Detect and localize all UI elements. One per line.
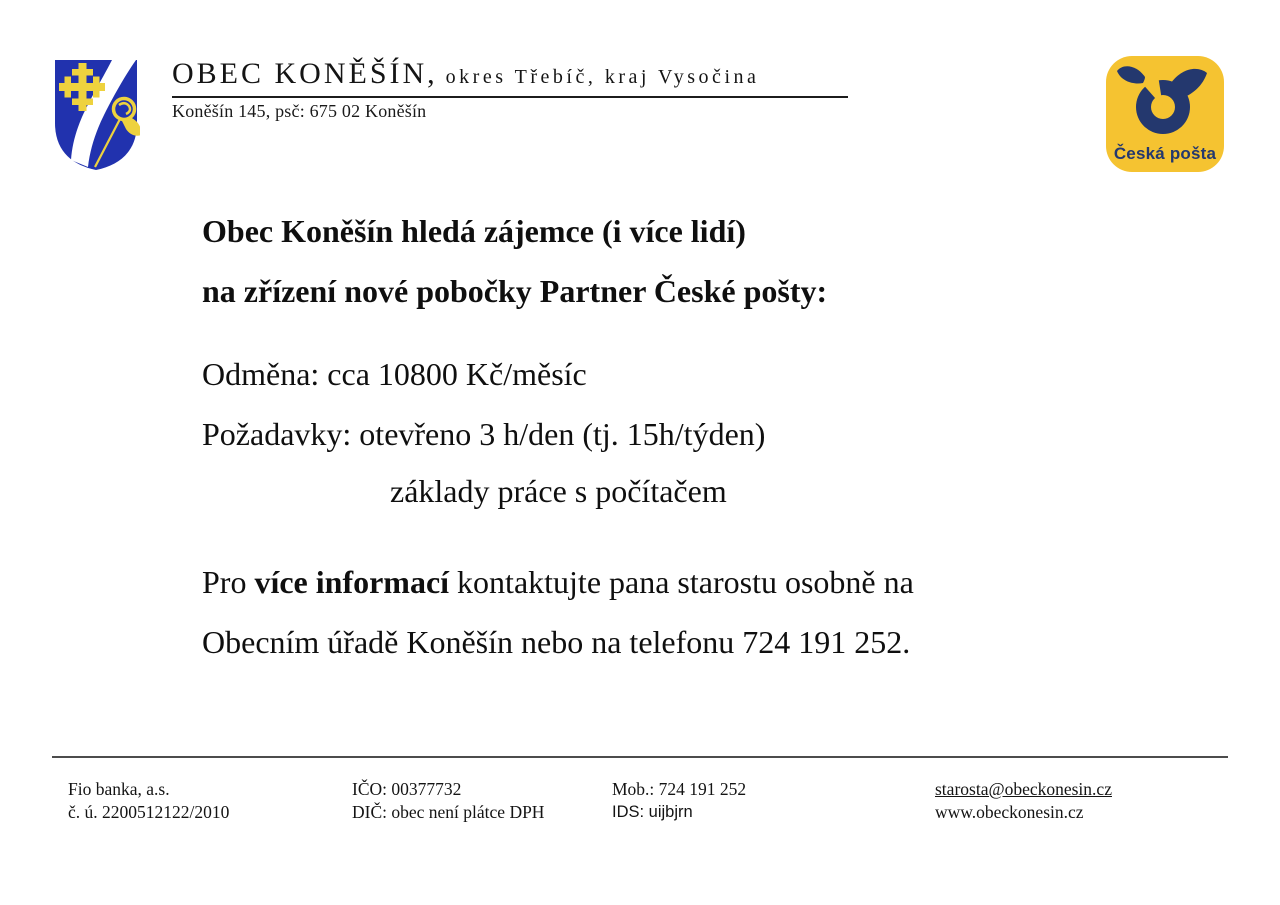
- announcement-heading-line2: na zřízení nové pobočky Partner České pošty:: [202, 273, 828, 309]
- contact-line1: [202, 563, 914, 601]
- requirements-line: Požadavky: otevřeno 3 h/den (tj. 15h/týden): [202, 416, 766, 452]
- footer-ids-databox: IDS: uijbjrn: [612, 803, 693, 821]
- footer-ico: IČO: 00377732: [352, 779, 462, 799]
- contact-line2: Obecním úřadě Koněšín nebo na telefonu 724 191 252.: [202, 624, 911, 660]
- footer-bank-name: Fio banka, a.s.: [68, 779, 170, 799]
- footer-registration-column: [352, 778, 544, 824]
- footer-email-link[interactable]: starosta@obeckonesin.cz: [935, 779, 1112, 799]
- org-address: Koněšín 145, psč: 675 02 Koněšín: [172, 101, 427, 121]
- contact-suffix: kontaktujte pana starostu osobně na: [449, 564, 914, 600]
- announcement-heading-line1: Obec Koněšín hledá zájemce (i více lidí): [202, 213, 746, 249]
- footer-bank-column: [68, 778, 229, 824]
- reward-line: Odměna: cca 10800 Kč/měsíc: [202, 356, 587, 392]
- logo-wordmark: [1114, 144, 1217, 163]
- footer-dic: DIČ: obec není plátce DPH: [352, 802, 545, 822]
- konesin-shield-graphic: [52, 57, 140, 173]
- svg-text:Česká pošta: Česká pošta: [1113, 144, 1217, 163]
- footer-divider: [52, 756, 1228, 758]
- coat-of-arms-icon: [52, 57, 140, 173]
- org-title-main: OBEC KONĚŠÍN,: [172, 57, 438, 90]
- org-title-region: okres Třebíč, kraj Vysočina: [445, 66, 760, 88]
- footer-bank-account: č. ú. 2200512122/2010: [68, 802, 230, 822]
- footer-mobile: Mob.: 724 191 252: [612, 779, 747, 799]
- footer-web-column: [935, 778, 1112, 824]
- contact-emphasis: více informací: [254, 564, 450, 600]
- ceska-posta-logo: [1105, 55, 1225, 173]
- contact-prefix: Pro: [202, 564, 255, 600]
- letterhead: [172, 57, 848, 122]
- org-title: [172, 57, 848, 98]
- requirements-line2: základy práce s počítačem: [390, 473, 727, 509]
- footer-contact-column: [612, 778, 746, 824]
- footer-website: www.obeckonesin.cz: [935, 802, 1084, 822]
- post-horn-icon: [1105, 55, 1225, 173]
